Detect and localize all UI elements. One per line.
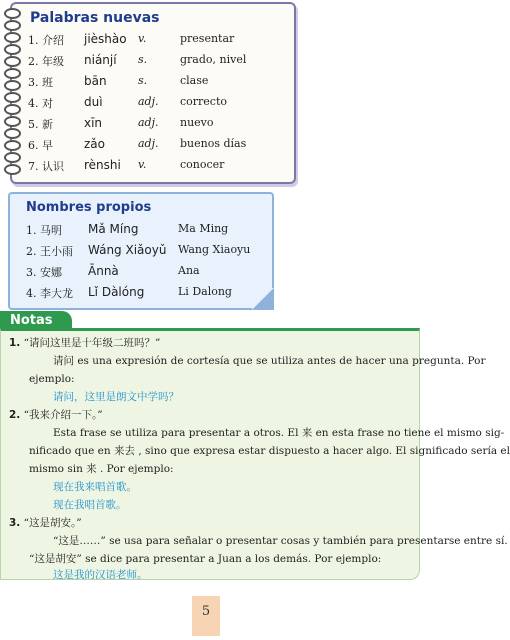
note-2-text: Esta frase se utiliza para presentar a otros. El 来 en esta frase no tiene el mismo sig- [53,427,505,439]
vocab-pinyin: zǎo [84,137,105,151]
vocab-meaning: clase [180,74,209,87]
vocab-meaning: buenos días [180,137,247,150]
page-curl-icon [252,288,274,310]
vocab-hanzi: 4. 对 [28,97,53,110]
vocab-hanzi: 2. 年级 [28,55,64,68]
vocab-meaning: nuevo [180,116,214,129]
note-number: 1. [9,337,21,349]
vocab-hanzi: 6. 早 [28,139,53,152]
note-number: 2. [9,409,21,421]
proper-nouns-title: Nombres propios [26,200,152,215]
vocab-pos: adj. [138,137,159,150]
note-1-text: 请问 es una expresión de cortesía que se utiliza antes de hacer una pregunta. Por [53,355,486,367]
vocab-pinyin: xīn [84,116,103,130]
vocab-pinyin: bān [84,74,107,88]
vocab-pos: adj. [138,116,159,129]
vocab-pos: s. [138,74,148,87]
name-spanish: Ma Ming [178,222,229,235]
notes-box [0,328,510,581]
note-2-heading [9,407,103,423]
vocab-pinyin: duì [84,95,103,109]
notebook-spiral-icon [4,8,20,178]
vocab-hanzi: 3. 班 [28,76,53,89]
note-1-example: 请问，这里是朗文中学吗？ [53,391,179,403]
name-pinyin: Wáng Xiǎoyǔ [88,243,167,257]
note-2-text: mismo sin 来 . Por ejemplo: [29,463,174,475]
vocab-pos: adj. [138,95,159,108]
note-heading-text: “这是胡安。” [23,517,82,529]
note-1-text: ejemplo: [29,373,75,385]
note-heading-text: “我来介绍一下。” [23,409,103,421]
note-number: 3. [9,517,21,529]
name-hanzi: 3. 安娜 [26,266,62,279]
vocab-hanzi: 7. 认识 [28,160,64,173]
page-number: 5 [192,596,220,636]
vocab-hanzi: 5. 新 [28,118,53,131]
vocab-meaning: presentar [180,32,235,45]
vocab-pinyin: niánjí [84,53,117,67]
vocab-pinyin: rènshi [84,158,121,172]
note-3-text: “这是……” se usa para señalar o presentar cosas y también para presentarse entre sí. [53,535,508,547]
vocab-meaning: grado, nivel [180,53,247,66]
vocabulary-card [10,2,296,184]
note-2-example: 现在我唱首歌。 [53,499,127,511]
note-2-example: 现在我来唱首歌。 [53,481,137,493]
name-hanzi: 4. 李大龙 [26,287,73,300]
vocabulary-title: Palabras nuevas [30,10,160,26]
vocab-pos: v. [138,158,147,171]
note-heading-text: “请问这里是十年级二班吗？” [23,337,161,349]
vocab-meaning: correcto [180,95,228,108]
name-pinyin: Ānnà [88,264,119,278]
vocab-pinyin: jièshào [84,32,127,46]
name-pinyin: Lǐ Dàlóng [88,285,145,299]
name-spanish: Ana [178,264,200,277]
vocab-pos: v. [138,32,147,45]
name-hanzi: 2. 王小雨 [26,245,73,258]
vocab-hanzi: 1. 介绍 [28,34,64,47]
name-pinyin: Mǎ Míng [88,222,139,236]
vocab-meaning: conocer [180,158,225,171]
note-3-text: “这是胡安” se dice para presentar a Juan a los demás. Por ejemplo: [29,553,382,565]
note-1-heading [9,335,160,351]
name-hanzi: 1. 马明 [26,224,62,237]
proper-nouns-card [8,192,274,310]
notes-tab-label: Notas [0,311,72,331]
note-3-example: 这是我的汉语老师。 [53,569,148,581]
note-2-text: nificado que en 来去 , sino que expresa estar dispuesto a hacer algo. El significado sería el [29,445,510,457]
vocab-pos: s. [138,53,148,66]
note-3-heading [9,515,82,531]
name-spanish: Wang Xiaoyu [178,243,251,256]
name-spanish: Li Dalong [178,285,232,298]
